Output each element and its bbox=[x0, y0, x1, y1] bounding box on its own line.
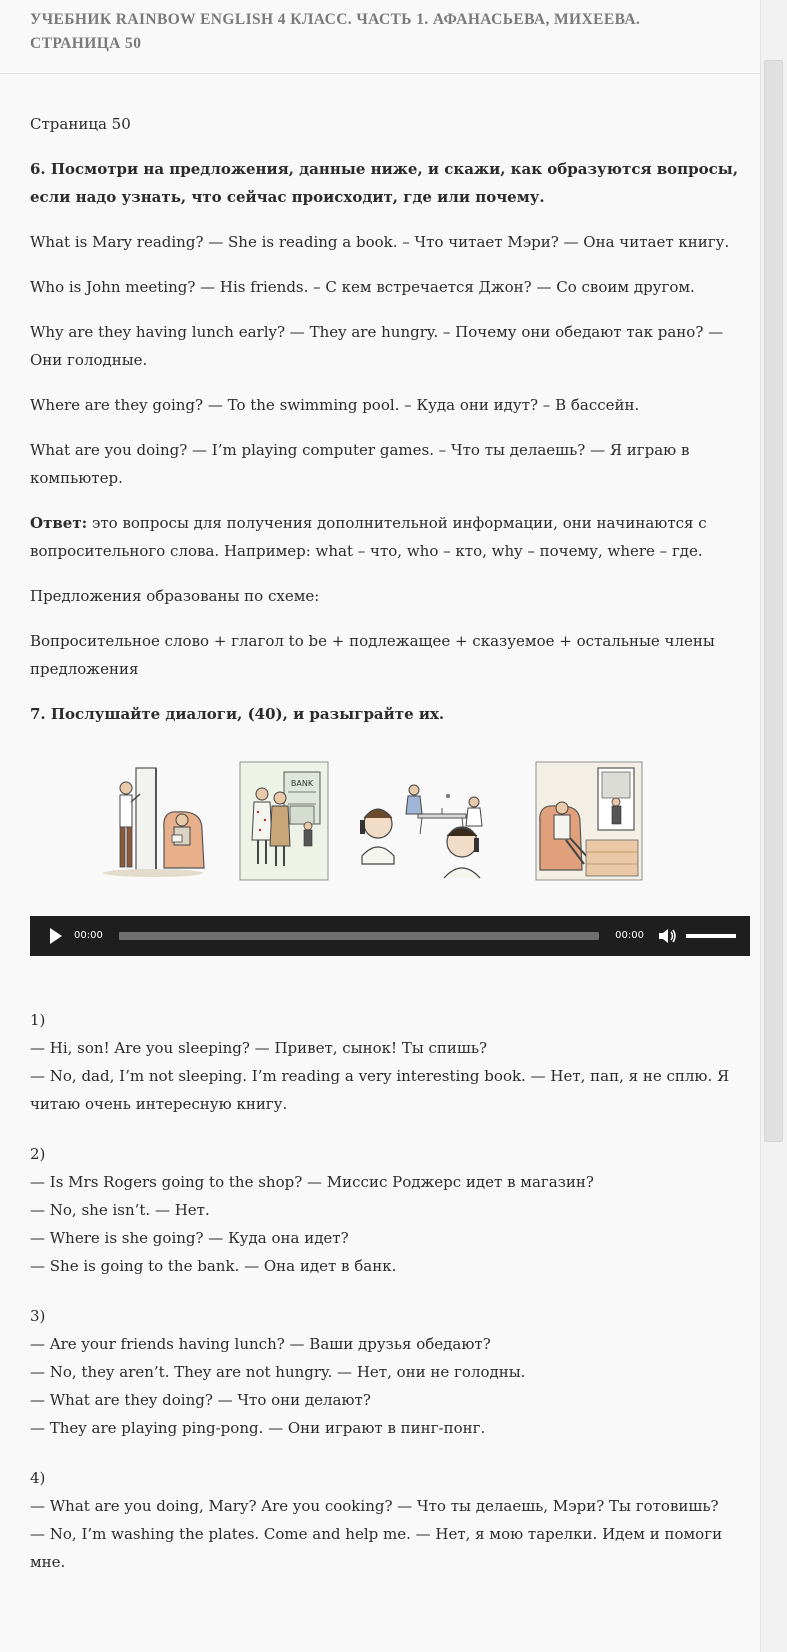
dialog-line: — No, she isn’t. — Нет. bbox=[30, 1201, 210, 1219]
dialog-number: 4) bbox=[30, 1469, 46, 1487]
dialog-3 bbox=[30, 1302, 751, 1442]
answer-paragraph bbox=[30, 509, 751, 565]
dialog-line: — Where is she going? — Куда она идет? bbox=[30, 1229, 349, 1247]
dialog-line: — Is Mrs Rogers going to the shop? — Миссис Роджерс идет в магазин? bbox=[30, 1173, 594, 1191]
dad-son-armchair-illustration bbox=[98, 760, 216, 884]
dialog-4 bbox=[30, 1464, 751, 1576]
task-6-title: 6. Посмотри на предложения, данные ниже, и скажи, как образуются вопросы, если надо узнать, что сейчас происходит, где или почему. bbox=[30, 160, 739, 206]
example-sentence: What are you doing? — I’m playing computer games. – Что ты делаешь? — Я играю в компьютер. bbox=[30, 441, 690, 487]
scheme-intro: Предложения образованы по схеме: bbox=[30, 587, 320, 605]
bank-sign: BANK bbox=[290, 779, 314, 788]
example-sentence: Where are they going? — To the swimming pool. – Куда они идут? – В бассейн. bbox=[30, 396, 640, 414]
dialog-number: 1) bbox=[30, 1011, 46, 1029]
scheme-text: Вопросительное слово + глагол to be + подлежащее + сказуемое + остальные члены предложения bbox=[30, 632, 715, 678]
dialog-line: — No, I’m washing the plates. Come and help me. — Нет, я мою тарелки. Идем и помоги мне. bbox=[30, 1525, 723, 1571]
dialog-line: — What are they doing? — Что они делают? bbox=[30, 1391, 371, 1409]
dad-kitchen-illustration bbox=[534, 760, 644, 884]
dialog-number: 3) bbox=[30, 1307, 46, 1325]
scrollbar-thumb[interactable] bbox=[764, 60, 783, 1142]
duration-time: 00:00 bbox=[615, 930, 644, 941]
dialog-line: — No, they aren’t. They are not hungry. — Нет, они не голодны. bbox=[30, 1363, 526, 1381]
article-content bbox=[0, 74, 781, 1576]
volume-icon[interactable] bbox=[658, 928, 678, 944]
dialog-line: — She is going to the bank. — Она идет в банк. bbox=[30, 1257, 397, 1275]
volume-slider[interactable] bbox=[686, 934, 736, 938]
site-header bbox=[0, 0, 761, 74]
dialog-line: — Hi, son! Are you sleeping? — Привет, сынок! Ты спишь? bbox=[30, 1039, 488, 1057]
audio-player[interactable] bbox=[30, 916, 750, 956]
page-label: Страница 50 bbox=[30, 115, 131, 133]
example-sentence: What is Mary reading? — She is reading a book. – Что читает Мэри? — Она читает книгу. bbox=[30, 233, 730, 251]
phone-pingpong-illustration bbox=[350, 760, 512, 884]
play-icon[interactable] bbox=[50, 928, 62, 944]
dialog-number: 2) bbox=[30, 1145, 46, 1163]
answer-text: это вопросы для получения дополнительной информации, они начинаются с вопросительного слова. Например: what – что, who – кто, why – почему, where – где. bbox=[30, 514, 707, 560]
dialog-line: — No, dad, I’m not sleeping. I’m reading a very interesting book. — Нет, пап, я не сплю. Я читаю очень интересную книгу. bbox=[30, 1067, 730, 1113]
dialog-illustrations bbox=[30, 748, 751, 890]
dialog-line: — What are you doing, Mary? Are you cooking? — Что ты делаешь, Мэри? Ты готовишь? bbox=[30, 1497, 719, 1515]
dialog-2 bbox=[30, 1140, 751, 1280]
example-sentence: Why are they having lunch early? — They are hungry. – Почему они обедают так рано? — Они голодные. bbox=[30, 323, 724, 369]
example-sentence: Who is John meeting? — His friends. – С кем встречается Джон? — Со своим другом. bbox=[30, 278, 695, 296]
audio-progress-slider[interactable] bbox=[119, 932, 599, 940]
dialog-line: — Are your friends having lunch? — Ваши друзья обедают? bbox=[30, 1335, 491, 1353]
task-7-title: 7. Послушайте диалоги, (40), и разыграйте их. bbox=[30, 705, 445, 723]
answer-label: Ответ: bbox=[30, 514, 88, 532]
scrollbar[interactable] bbox=[760, 0, 787, 1652]
current-time: 00:00 bbox=[74, 930, 103, 941]
dialog-line: — They are playing ping-pong. — Они играют в пинг-понг. bbox=[30, 1419, 486, 1437]
dialog-1 bbox=[30, 1006, 751, 1118]
ladies-bank-illustration bbox=[238, 760, 330, 884]
page-title: УЧЕБНИК RAINBOW ENGLISH 4 КЛАСС. ЧАСТЬ 1. АФАНАСЬЕВА, МИХЕЕВА. СТРАНИЦА 50 bbox=[30, 11, 641, 52]
